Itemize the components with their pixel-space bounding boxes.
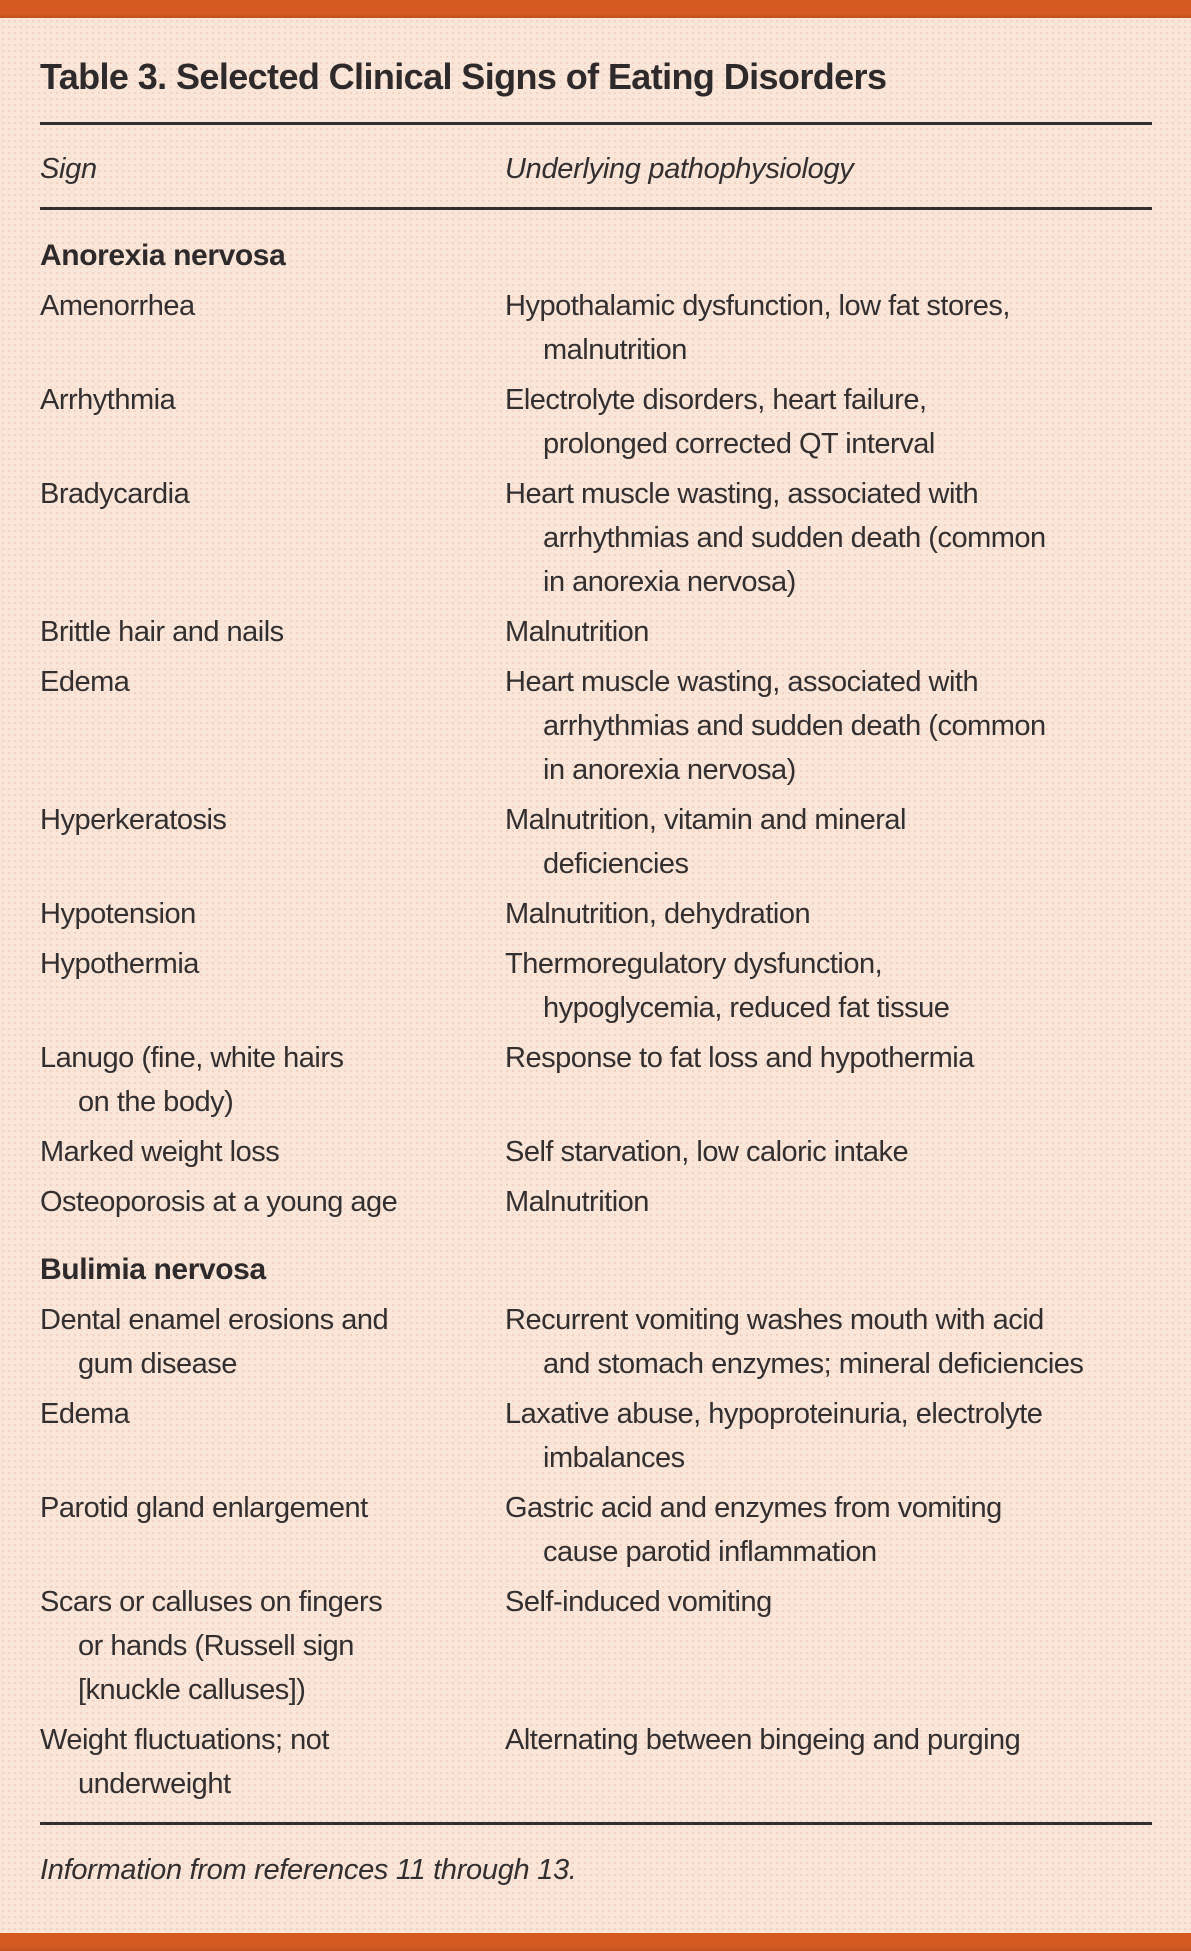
sign-cell: [40, 1036, 505, 1124]
table-row: [40, 610, 1152, 654]
cell-text: Hypothermia: [40, 948, 199, 980]
cell-text: Hypotension: [40, 898, 196, 930]
cell-text-continuation: hypoglycemia, reduced fat tissue: [543, 992, 950, 1024]
cell-text: Thermoregulatory dysfunction,: [505, 948, 883, 980]
bottom-accent-bar: [0, 1933, 1191, 1951]
sign-cell: [40, 472, 505, 604]
sign-cell: [40, 1486, 505, 1574]
cell-text: Brittle hair and nails: [40, 616, 284, 648]
cell-text-continuation: gum disease: [78, 1348, 237, 1380]
divider-top: [40, 122, 1152, 125]
pathophysiology-cell: [505, 610, 1152, 654]
table-row: [40, 1392, 1152, 1480]
sign-cell: [40, 1580, 505, 1712]
cell-text: Heart muscle wasting, associated with: [505, 478, 979, 510]
cell-text: Alternating between bingeing and purging: [505, 1724, 1021, 1756]
sign-cell: [40, 1298, 505, 1386]
cell-text: Gastric acid and enzymes from vomiting: [505, 1492, 1002, 1524]
cell-text: Hypothalamic dysfunction, low fat stores,: [505, 290, 1010, 322]
table-row: [40, 284, 1152, 372]
cell-text: Arrhythmia: [40, 384, 176, 416]
cell-text: Amenorrhea: [40, 290, 195, 322]
cell-text: Edema: [40, 666, 130, 698]
cell-text-continuation: prolonged corrected QT interval: [543, 428, 935, 460]
sign-cell: [40, 942, 505, 1030]
cell-text: Self-induced vomiting: [505, 1586, 772, 1618]
table-row: [40, 1036, 1152, 1124]
cell-text-continuation: arrhythmias and sudden death (common: [543, 710, 1046, 742]
table-row: [40, 942, 1152, 1030]
sign-cell: [40, 1180, 505, 1224]
cell-text: Marked weight loss: [40, 1136, 280, 1168]
pathophysiology-cell: [505, 472, 1152, 604]
cell-text-continuation: on the body): [78, 1086, 234, 1118]
cell-text: Laxative abuse, hypoproteinuria, electrolyte: [505, 1398, 1043, 1430]
table-row: [40, 1580, 1152, 1712]
cell-text: Heart muscle wasting, associated with: [505, 666, 979, 698]
cell-text-continuation: cause parotid inflammation: [543, 1536, 877, 1568]
cell-text-continuation: malnutrition: [543, 334, 687, 366]
cell-text: Lanugo (fine, white hairs: [40, 1042, 344, 1074]
cell-text: Malnutrition, vitamin and mineral: [505, 804, 906, 836]
table-row: [40, 798, 1152, 886]
pathophysiology-cell: [505, 284, 1152, 372]
sign-cell: [40, 660, 505, 792]
cell-text-continuation: or hands (Russell sign: [78, 1630, 354, 1662]
pathophysiology-cell: [505, 1130, 1152, 1174]
cell-text: Hyperkeratosis: [40, 804, 227, 836]
pathophysiology-cell: [505, 798, 1152, 886]
table-row: [40, 892, 1152, 936]
pathophysiology-cell: [505, 1298, 1152, 1386]
column-header-pathophysiology: Underlying pathophysiology: [505, 153, 854, 185]
sign-cell: [40, 378, 505, 466]
pathophysiology-cell: [505, 942, 1152, 1030]
sign-cell: [40, 1718, 505, 1806]
table-row: [40, 1180, 1152, 1224]
cell-text-continuation: arrhythmias and sudden death (common: [543, 522, 1046, 554]
pathophysiology-cell: [505, 1718, 1152, 1806]
table-row: [40, 472, 1152, 604]
cell-text-continuation: underweight: [78, 1768, 231, 1800]
table-row: [40, 378, 1152, 466]
table-row: [40, 660, 1152, 792]
divider-bottom: [40, 1822, 1152, 1825]
cell-text: Edema: [40, 1398, 130, 1430]
section-heading: Anorexia nervosa: [40, 239, 286, 272]
pathophysiology-cell: [505, 1180, 1152, 1224]
cell-text: Self starvation, low caloric intake: [505, 1136, 909, 1168]
pathophysiology-cell: [505, 1580, 1152, 1712]
cell-text-continuation: in anorexia nervosa): [543, 754, 796, 786]
cell-text: Response to fat loss and hypothermia: [505, 1042, 974, 1074]
cell-text: Malnutrition, dehydration: [505, 898, 811, 930]
cell-text-continuation: [knuckle calluses]): [78, 1674, 306, 1706]
cell-text-continuation: in anorexia nervosa): [543, 566, 796, 598]
column-header-sign: Sign: [40, 153, 97, 185]
table-body: [40, 234, 1152, 1806]
section-heading: Bulimia nervosa: [40, 1253, 266, 1286]
top-accent-bar: [0, 0, 1191, 18]
cell-text-continuation: and stomach enzymes; mineral deficiencies: [543, 1348, 1084, 1380]
cell-text: Osteoporosis at a young age: [40, 1186, 398, 1218]
sign-cell: [40, 284, 505, 372]
divider-header: [40, 207, 1152, 210]
pathophysiology-cell: [505, 1036, 1152, 1124]
cell-text-continuation: deficiencies: [543, 848, 689, 880]
table-title: Table 3. Selected Clinical Signs of Eating Disorders: [40, 56, 887, 97]
column-header-row: [40, 149, 1152, 189]
cell-text: Malnutrition: [505, 1186, 649, 1218]
pathophysiology-cell: [505, 660, 1152, 792]
cell-text: Weight fluctuations; not: [40, 1724, 329, 1756]
cell-text: Scars or calluses on fingers: [40, 1586, 383, 1618]
pathophysiology-cell: [505, 1486, 1152, 1574]
cell-text: Parotid gland enlargement: [40, 1492, 368, 1524]
pathophysiology-cell: [505, 1392, 1152, 1480]
cell-text: Bradycardia: [40, 478, 190, 510]
table-row: [40, 1718, 1152, 1806]
table-row: [40, 1486, 1152, 1574]
sign-cell: [40, 1392, 505, 1480]
table-row: [40, 1298, 1152, 1386]
pathophysiology-cell: [505, 892, 1152, 936]
cell-text: Recurrent vomiting washes mouth with acid: [505, 1304, 1044, 1336]
cell-text-continuation: imbalances: [543, 1442, 685, 1474]
cell-text: Electrolyte disorders, heart failure,: [505, 384, 927, 416]
cell-text: Dental enamel erosions and: [40, 1304, 389, 1336]
cell-text: Malnutrition: [505, 616, 649, 648]
sign-cell: [40, 798, 505, 886]
footnote: Information from references 11 through 13.: [40, 1854, 577, 1886]
sign-cell: [40, 610, 505, 654]
sign-cell: [40, 1130, 505, 1174]
table-row: [40, 1130, 1152, 1174]
pathophysiology-cell: [505, 378, 1152, 466]
sign-cell: [40, 892, 505, 936]
